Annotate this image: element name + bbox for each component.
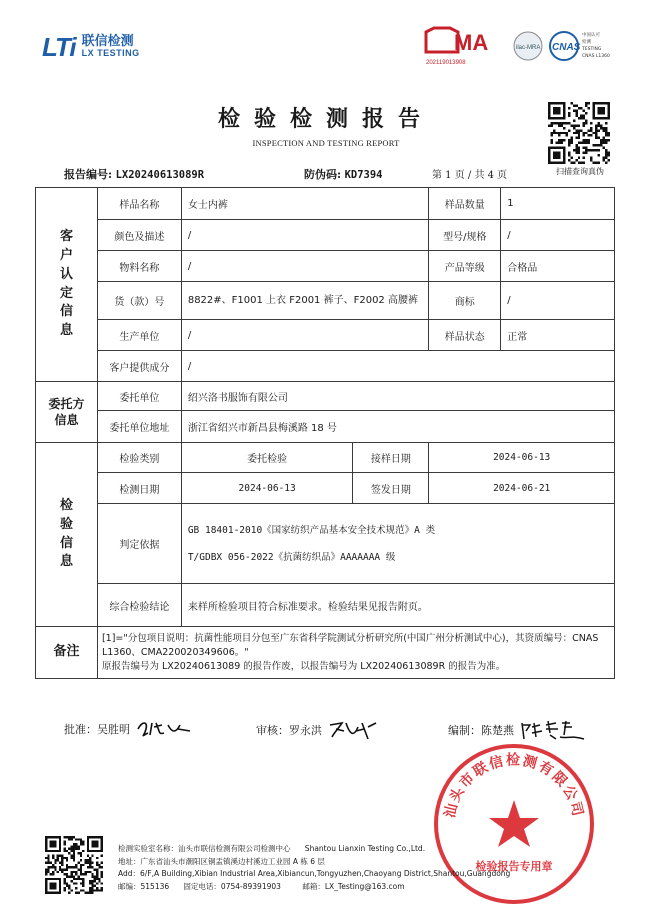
inspection-section-label: 检验信息 xyxy=(36,443,98,627)
reviewer-label: 审核：罗永洪 xyxy=(256,724,322,737)
ilac-mark xyxy=(514,32,542,60)
receive-date-value: 2024-06-13 xyxy=(429,443,615,473)
handwritten-signature-icon xyxy=(520,719,586,741)
sample-name-value: 女士内裤 xyxy=(181,188,429,220)
footer-address-cn: 地址：广东省汕头市潮阳区铜盂镇溪边村溪边工业园 A 栋 6 层 xyxy=(118,856,325,866)
footer-lab-name: 检测实验室名称：汕头市联信检测有限公司检测中心 Shantou Lianxin Testing Co.,Ltd. xyxy=(118,844,426,853)
address-value: 浙江省绍兴市新昌县梅溪路 18 号 xyxy=(181,411,614,443)
qr-caption: 扫描查询真伪 xyxy=(556,167,604,176)
table-row xyxy=(36,220,615,251)
cnas-caption-3: TESTING xyxy=(582,47,602,52)
state-value: 正常 xyxy=(501,320,615,351)
material-value: / xyxy=(181,251,429,282)
report-table xyxy=(35,187,615,679)
compiler-label: 编制：陈楚燕 xyxy=(448,724,514,737)
grade-label: 产品等级 xyxy=(429,251,501,282)
basis-line-1: GB 18401-2010《国家纺织产品基本安全技术规范》A 类 xyxy=(187,524,436,536)
ingredients-label: 客户提供成分 xyxy=(97,351,181,382)
certification-marks xyxy=(424,26,624,70)
approver-signature xyxy=(64,719,192,739)
table-row xyxy=(36,584,615,627)
item-no-value: 8822#、F1001 上衣 F2001 裤子、F2002 高腰裤 xyxy=(181,282,429,320)
model-value: / xyxy=(501,220,615,251)
logo-name-en: LX TESTING xyxy=(81,48,140,59)
sample-name-label: 样品名称 xyxy=(97,188,181,220)
issue-date-value: 2024-06-21 xyxy=(429,473,615,504)
report-subtitle: INSPECTION AND TESTING REPORT xyxy=(252,138,400,148)
conclusion-label: 综合检验结论 xyxy=(97,584,181,627)
anti-fake-label: 防伪码: xyxy=(304,168,342,181)
approver-label: 批准：吴胜明 xyxy=(64,723,130,736)
state-label: 样品状态 xyxy=(429,320,501,351)
remarks-section-label: 备注 xyxy=(36,627,98,679)
brand-label: 商标 xyxy=(429,282,501,320)
cnas-caption-4: CNAS L1360 xyxy=(582,54,610,59)
issue-date-label: 签发日期 xyxy=(353,473,429,504)
page-indicator: 第 1 页 / 共 4 页 xyxy=(432,170,508,181)
handwritten-signature-icon xyxy=(136,719,192,739)
footer-address-en: Add：6/F,A Building,Xibian Industrial Area,Xibiancun,Tongyuzhen,Chaoyang District,Shantou,Guangdong xyxy=(118,869,511,878)
company-logo xyxy=(42,30,140,64)
table-row xyxy=(36,351,615,382)
sample-qty-value: 1 xyxy=(501,188,615,220)
table-row xyxy=(36,411,615,443)
cma-label: MA xyxy=(454,30,489,55)
table-row xyxy=(36,627,615,679)
logo-mark: LTi xyxy=(42,31,76,62)
seal-subtext: 检验报告专用章 xyxy=(475,860,553,873)
report-title: 检验检测报告 xyxy=(217,106,434,132)
sample-qty-label: 样品数量 xyxy=(429,188,501,220)
star-icon xyxy=(489,800,539,847)
test-type-value: 委托检验 xyxy=(181,443,353,473)
color-value: / xyxy=(181,220,429,251)
handwritten-signature-icon xyxy=(328,719,378,741)
cnas-label: CNAS xyxy=(552,42,581,53)
logo-name-cn: 联信检测 xyxy=(81,34,134,50)
footer-contact: 邮编：515136 固定电话：0754-89391903 邮箱：LX_Testing@163.com xyxy=(118,881,405,891)
ingredients-value: / xyxy=(181,351,614,382)
cma-number: 202119013908 xyxy=(426,60,466,66)
table-row xyxy=(36,188,615,220)
ilac-label: ilac-MRA xyxy=(516,45,541,51)
remarks-value xyxy=(97,627,614,679)
company-label: 委托单位 xyxy=(97,382,181,411)
entrust-section-label: 委托方信息 xyxy=(36,382,98,443)
color-label: 颜色及描述 xyxy=(97,220,181,251)
address-label: 委托单位地址 xyxy=(97,411,181,443)
table-row xyxy=(36,443,615,473)
basis-value xyxy=(181,504,614,584)
table-row xyxy=(36,282,615,320)
table-row xyxy=(36,320,615,351)
test-type-label: 检验类别 xyxy=(97,443,181,473)
compiler-signature xyxy=(448,719,586,741)
table-row xyxy=(36,251,615,282)
cnas-caption-2: 检测 xyxy=(582,40,591,45)
report-number: LX20240613089R xyxy=(115,169,205,181)
cnas-mark xyxy=(550,31,610,60)
cma-mark xyxy=(426,28,488,66)
test-date-label: 检测日期 xyxy=(97,473,181,504)
producer-value: / xyxy=(181,320,429,351)
conclusion-value: 来样所检验项目符合标准要求。检验结果见报告附页。 xyxy=(181,584,614,627)
report-number-label: 报告编号: xyxy=(64,168,113,181)
remarks-line-2: 原报告编号为 LX20240613089 的报告作废，以报告编号为 LX20240613089R 的报告为准。 xyxy=(101,660,506,672)
verify-qr-code[interactable] xyxy=(548,102,610,164)
remarks-line-1: [1]="分包项目说明：抗菌性能项目分包至广东省科学院测试分析研究所(中国广州分析测试中心)，其资质编号：CNAS L1360、CMA220020349606。" xyxy=(101,632,599,658)
footer-qr-code[interactable] xyxy=(45,836,103,894)
model-label: 型号/规格 xyxy=(429,220,501,251)
receive-date-label: 接样日期 xyxy=(353,443,429,473)
basis-line-2: T/GDBX 056-2022《抗菌纺织品》AAAAAAA 级 xyxy=(187,551,396,563)
producer-label: 生产单位 xyxy=(97,320,181,351)
anti-fake-code: KD7394 xyxy=(344,169,383,181)
reviewer-signature xyxy=(256,719,378,741)
table-row xyxy=(36,473,615,504)
lab-contact-footer xyxy=(118,843,510,893)
basis-label: 判定依据 xyxy=(97,504,181,584)
grade-value: 合格品 xyxy=(501,251,615,282)
brand-value: / xyxy=(501,282,615,320)
test-date-value: 2024-06-13 xyxy=(181,473,353,504)
table-row xyxy=(36,504,615,584)
company-value: 绍兴洛书服饰有限公司 xyxy=(181,382,614,411)
cnas-caption-1: 中国认可 xyxy=(582,33,600,38)
seal-text: 汕头市联信检测有限公司 xyxy=(442,752,586,820)
item-no-label: 货（款）号 xyxy=(97,282,181,320)
client-section-label: 客户认定信息 xyxy=(36,188,98,382)
material-label: 物料名称 xyxy=(97,251,181,282)
table-row xyxy=(36,382,615,411)
